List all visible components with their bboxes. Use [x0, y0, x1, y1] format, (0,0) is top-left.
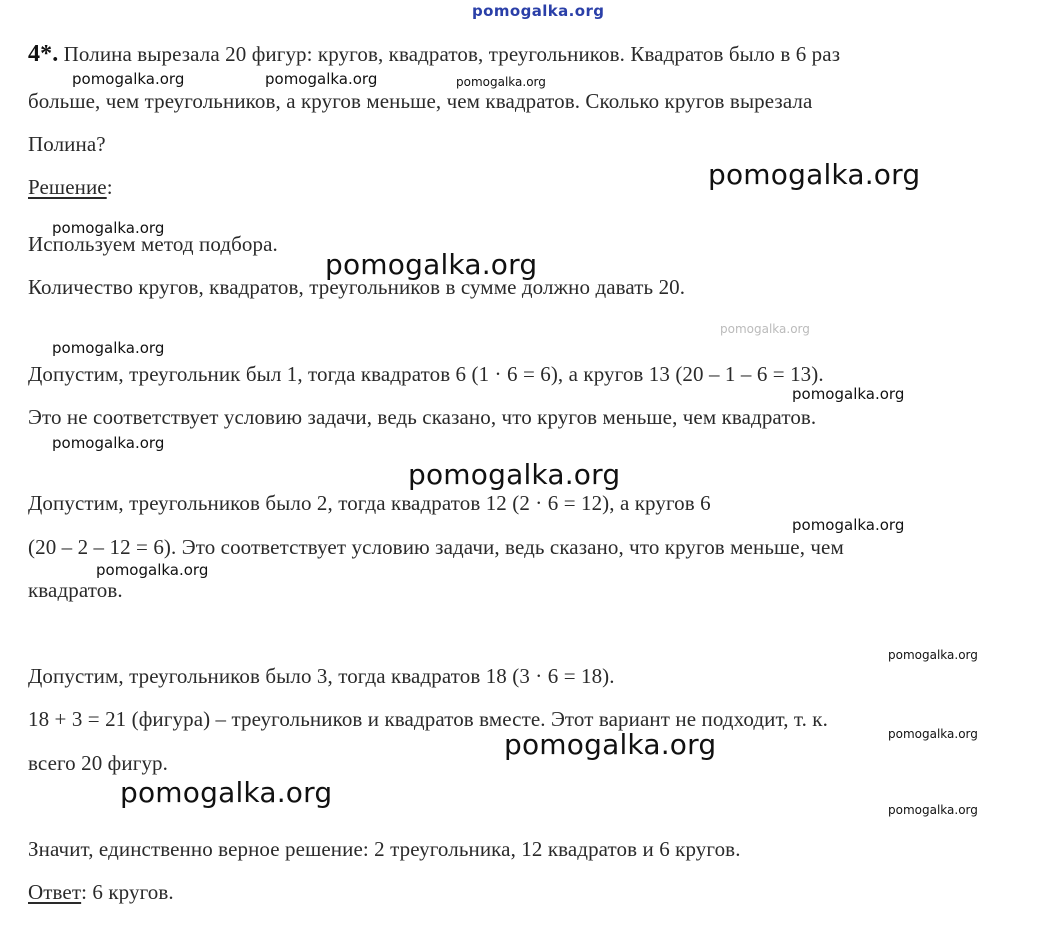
watermark: pomogalka.org	[888, 648, 978, 662]
watermark: pomogalka.org	[888, 803, 978, 817]
watermark: pomogalka.org	[52, 219, 165, 237]
header-watermark: pomogalka.org	[472, 2, 605, 20]
task-line-3: Полина?	[28, 132, 106, 156]
watermark: pomogalka.org	[456, 75, 546, 89]
watermark: pomogalka.org	[52, 339, 165, 357]
watermark: pomogalka.org	[72, 70, 185, 88]
solution-p3-line-1: Допустим, треугольник был 1, тогда квадратов 6 (1 · 6 = 6), а кругов 13 (20 – 1 – 6 = 13).	[28, 362, 824, 386]
task-text-1: Полина вырезала 20 фигур: кругов, квадратов, треугольников. Квадратов было в 6 раз	[63, 42, 841, 66]
task-line-2: больше, чем треугольников, а кругов меньше, чем квадратов. Сколько кругов вырезала	[28, 89, 813, 113]
watermark: pomogalka.org	[52, 434, 165, 452]
solution-label: Решение	[28, 175, 107, 199]
solution-p5-line-1: Допустим, треугольников было 3, тогда квадратов 18 (3 · 6 = 18).	[28, 664, 615, 688]
watermark: pomogalka.org	[720, 322, 810, 336]
solution-p4-line-1: Допустим, треугольников было 2, тогда квадратов 12 (2 · 6 = 12), а кругов 6	[28, 491, 711, 515]
solution-heading	[28, 174, 113, 200]
watermark: pomogalka.org	[96, 561, 209, 579]
solution-p1: Используем метод подбора.	[28, 232, 278, 256]
watermark: pomogalka.org	[504, 728, 717, 761]
watermark: pomogalka.org	[265, 70, 378, 88]
answer-line	[28, 879, 174, 905]
watermark: pomogalka.org	[325, 248, 538, 281]
solution-colon: :	[106, 175, 113, 199]
solution-p4-line-3: квадратов.	[28, 578, 123, 602]
task-number: 4*.	[28, 41, 59, 67]
solution-p4-line-2: (20 – 2 – 12 = 6). Это соответствует условию задачи, ведь сказано, что кругов меньше, чем	[28, 535, 844, 559]
watermark: pomogalka.org	[888, 727, 978, 741]
solution-p3-line-2: Это не соответствует условию задачи, ведь сказано, что кругов меньше, чем квадратов.	[28, 405, 817, 429]
solution-p6: Значит, единственно верное решение: 2 треугольника, 12 квадратов и 6 кругов.	[28, 837, 741, 861]
answer-text: : 6 кругов.	[81, 880, 174, 904]
watermark: pomogalka.org	[408, 458, 621, 491]
solution-p2: Количество кругов, квадратов, треугольников в сумме должно давать 20.	[28, 275, 686, 299]
task-line-1	[28, 41, 840, 67]
watermark: pomogalka.org	[792, 516, 905, 534]
solution-p5-line-2: 18 + 3 = 21 (фигура) – треугольников и квадратов вместе. Этот вариант не подходит, т. к.	[28, 707, 828, 731]
watermark: pomogalka.org	[120, 776, 333, 809]
answer-label: Ответ	[28, 880, 82, 904]
watermark: pomogalka.org	[792, 385, 905, 403]
watermark: pomogalka.org	[708, 158, 921, 191]
solution-p5-line-3: всего 20 фигур.	[28, 751, 168, 775]
